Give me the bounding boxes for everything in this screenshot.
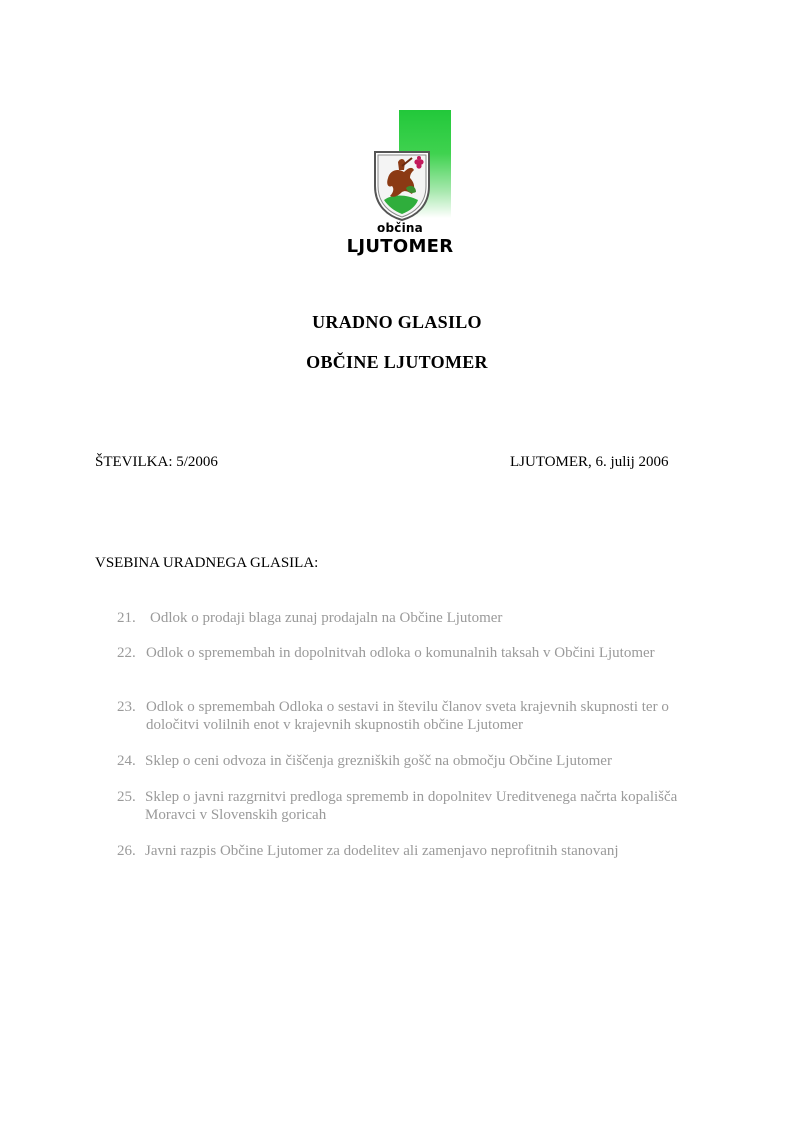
contents-item-title[interactable]: Odlok o spremembah in dopolnitvah odloka o komunalnih taksah v Občini Ljutomer — [146, 645, 655, 661]
logo-text-obcina: občina — [377, 221, 423, 235]
contents-item-title[interactable]: Sklep o javni razgrnitvi predloga sprememb in dopolnitev Ureditvenega načrta kopališča Moravci v Slovenskih goricah — [145, 789, 678, 823]
contents-item-title[interactable]: Javni razpis Občine Ljutomer za dodelitev ali zamenjavo neprofitnih stanovanj — [145, 843, 619, 859]
contents-item[interactable] — [117, 609, 707, 627]
municipality-logo — [340, 108, 460, 263]
contents-item[interactable] — [117, 788, 707, 824]
contents-item-title[interactable]: Odlok o spremembah Odloka o sestavi in številu članov sveta krajevnih skupnosti ter o določitvi volilnih enot v krajevnih skupnostih občine Ljutomer — [146, 699, 669, 733]
contents-item-number: 23. — [117, 699, 136, 715]
contents-item-number: 24. — [117, 753, 136, 769]
logo-text-ljutomer: LJUTOMER — [346, 236, 454, 257]
contents-item[interactable] — [117, 752, 707, 770]
contents-item-number: 22. — [117, 645, 136, 661]
issue-place-date: LJUTOMER, 6. julij 2006 — [510, 454, 669, 470]
page-subtitle: OBČINE LJUTOMER — [306, 352, 488, 372]
contents-item-number: 25. — [117, 789, 136, 805]
coat-of-arms-icon — [372, 148, 432, 222]
contents-item[interactable] — [117, 644, 707, 662]
contents-item[interactable] — [117, 842, 707, 860]
contents-item-number: 21. — [117, 610, 136, 626]
issue-number: ŠTEVILKA: 5/2006 — [95, 454, 218, 470]
page-title: URADNO GLASILO — [312, 312, 482, 332]
contents-item-title[interactable]: Odlok o prodaji blaga zunaj prodajaln na Občine Ljutomer — [150, 610, 503, 626]
contents-item[interactable] — [117, 698, 707, 734]
contents-heading: VSEBINA URADNEGA GLASILA: — [95, 555, 319, 571]
contents-item-title[interactable]: Sklep o ceni odvoza in čiščenja grezniških gošč na območju Občine Ljutomer — [145, 753, 612, 769]
contents-item-number: 26. — [117, 843, 136, 859]
